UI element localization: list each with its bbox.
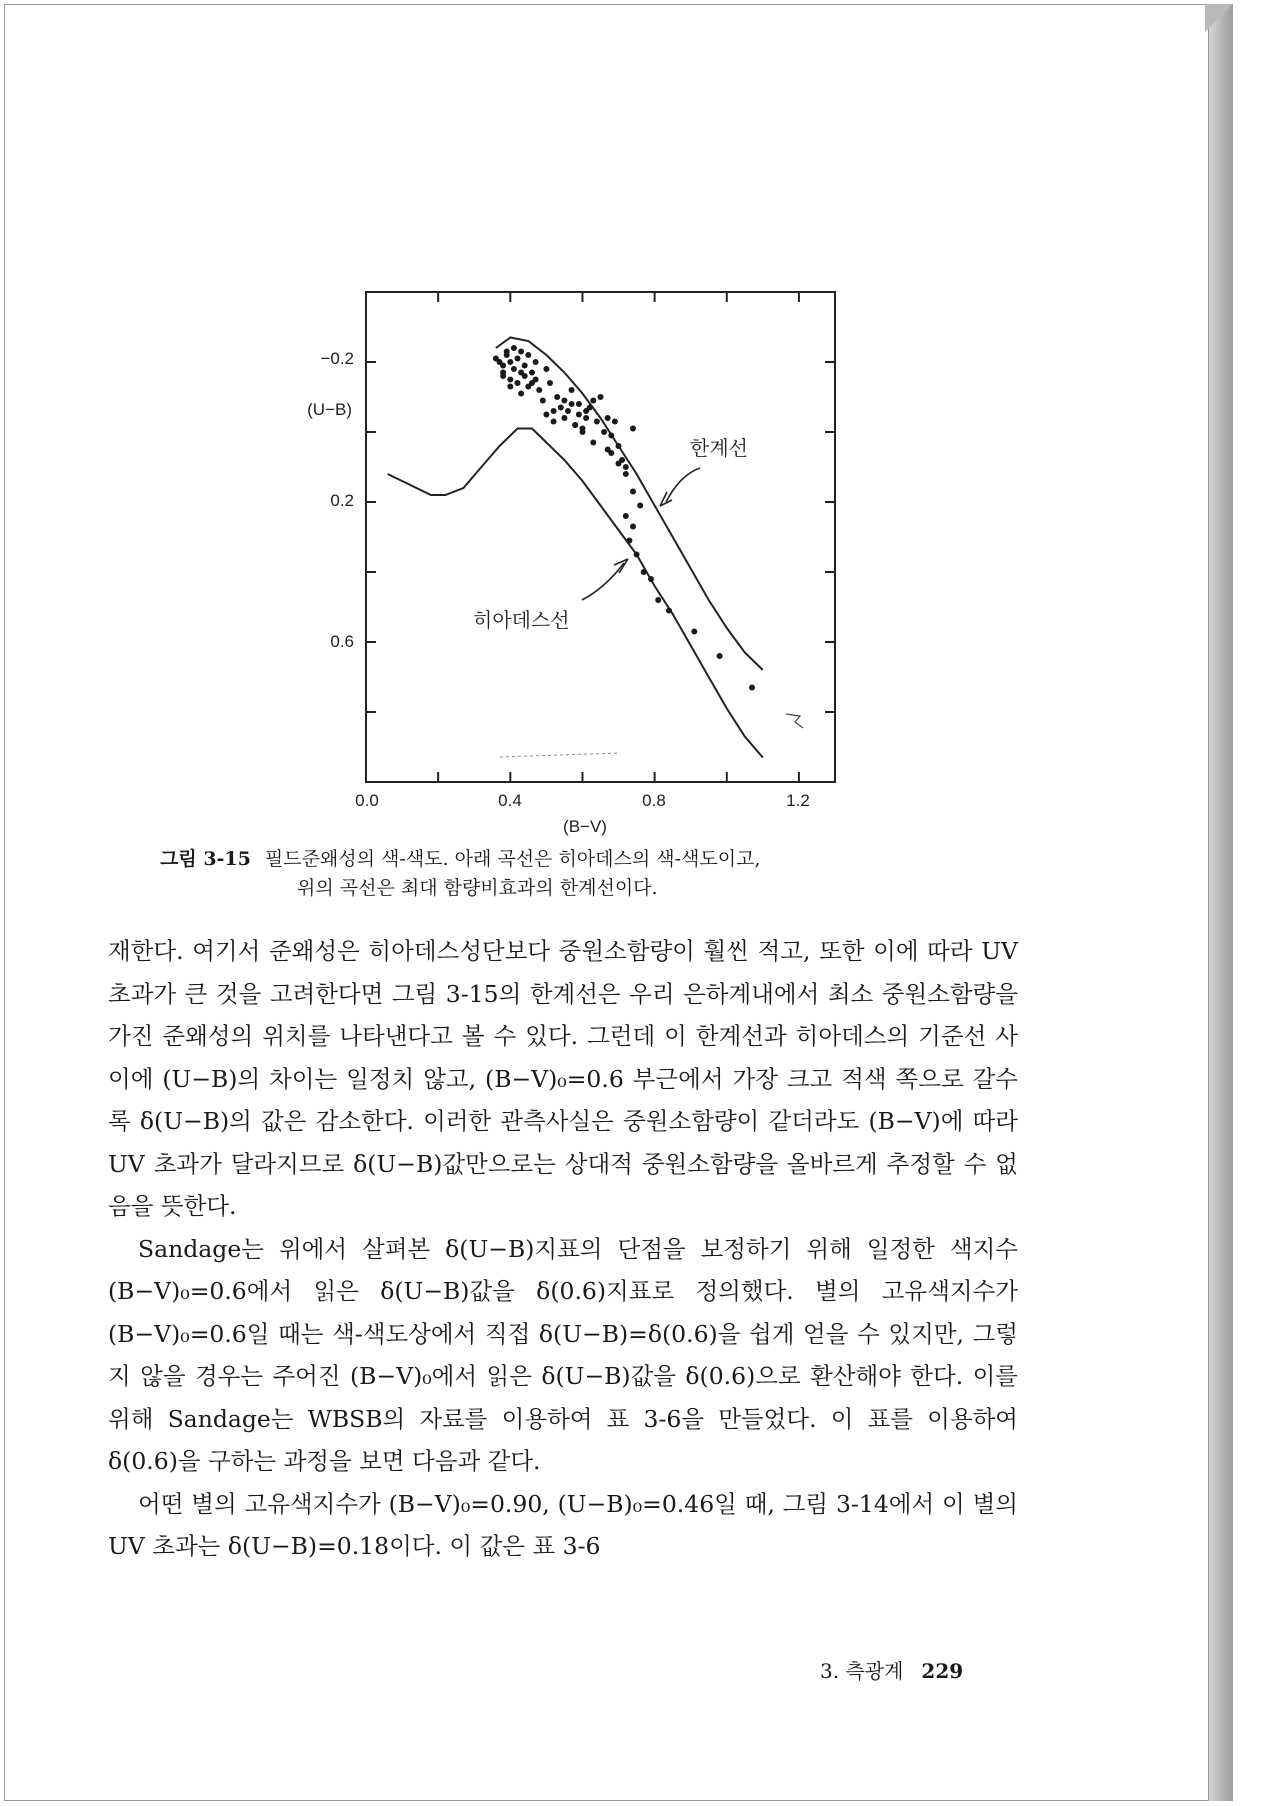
data-point <box>543 366 549 372</box>
data-point <box>500 363 506 369</box>
paragraph-1: 재한다. 여기서 준왜성은 히아데스성단보다 중원소함량이 훨씬 적고, 또한 이에 따라 UV 초과가 큰 것을 고려한다면 그림 3-15의 한계선은 우리 은하계내에서 최소 중원소함량을 가진 준왜성의 위치를 나타낸다고 볼 수 있다. 그런데 이 한계선과 히아데스의 기준선 사이에 (U−B)의 차이는 일정치 않고, (B−V)₀=0.6 부근에서 가장 크고 적색 쪽으로 갈수록 δ(U−B)의 값은 감소한다. 이러한 관측사실은 중원소함량이 같더라도 (B−V)에 따라 UV 초과가 달라지므로 δ(U−B)값만으로는 상대적 중원소함량을 올바르게 추정할 수 없음을 뜻한다. <box>108 937 1018 1220</box>
data-point <box>626 538 632 544</box>
data-point <box>691 629 697 635</box>
data-point <box>515 356 521 362</box>
data-point <box>558 405 564 411</box>
data-point <box>515 380 521 386</box>
paragraph-2: Sandage는 위에서 살펴본 δ(U−B)지표의 단점을 보정하기 위해 일정한 색지수 (B−V)₀=0.6에서 읽은 δ(U−B)값을 δ(0.6)지표로 정의했다. 별의 고유색지수가 (B−V)₀=0.6일 때는 색-색도상에서 직접 δ(U−B)=δ(0.6)을 쉽게 얻을 수 있지만, 그렇지 않을 경우는 주어진 (B−V)₀에서 읽은 δ(U−B)값을 δ(0.6)으로 환산해야 한다. 이를 위해 Sandage는 WBSB의 자료를 이용하여 표 3-6을 만들었다. 이 표를 이용하여 δ(0.6)을 구하는 과정을 보면 다음과 같다. <box>108 1234 1018 1475</box>
data-point <box>594 419 600 425</box>
data-point <box>623 471 629 477</box>
y-axis-label: (U−B) <box>307 400 352 419</box>
data-point <box>608 450 614 456</box>
data-point <box>666 608 672 614</box>
data-point <box>561 415 567 421</box>
data-point <box>522 363 528 369</box>
data-point <box>529 380 535 386</box>
data-point <box>511 366 517 372</box>
hyades-line-arrow <box>582 563 624 600</box>
y-tick-label-1: −0.2 <box>320 349 354 368</box>
data-point <box>634 552 640 558</box>
page-number: 229 <box>921 1659 964 1683</box>
x-tick-label-1: 0.0 <box>355 791 379 810</box>
footer-section: 3. 측광계 <box>820 1659 904 1683</box>
data-point <box>630 489 636 495</box>
data-point <box>601 429 607 435</box>
subdwarf-points <box>493 345 755 691</box>
data-point <box>623 513 629 519</box>
data-point <box>504 349 510 355</box>
data-point <box>493 356 499 362</box>
data-point <box>507 377 513 383</box>
limit-line-annotation: 한계선 <box>690 436 748 460</box>
data-point <box>623 464 629 470</box>
data-point <box>580 429 586 435</box>
data-point <box>605 415 611 421</box>
caption-line-1: 필드준왜성의 색-색도. 아래 곡선은 히아데스의 색-색도이고, <box>264 848 761 870</box>
data-point <box>576 412 582 418</box>
paragraph-3: 어떤 별의 고유색지수가 (B−V)₀=0.90, (U−B)₀=0.46일 때, 그림 3-14에서 이 별의 UV 초과는 δ(U−B)=0.18이다. 이 값은 표 3-6 <box>108 1489 1018 1560</box>
data-point <box>612 419 618 425</box>
caption-label: 그림 3-15 <box>160 848 251 870</box>
x-tick-label-2: 0.4 <box>498 791 522 810</box>
data-point <box>616 461 622 467</box>
data-point <box>569 387 575 393</box>
x-tick-label-3: 0.8 <box>642 791 666 810</box>
caption-line-2: 위의 곡선은 최대 함량비효과의 한계선이다. <box>297 877 658 899</box>
data-point <box>749 685 755 691</box>
axis-ticks <box>366 292 835 782</box>
x-tick-label-4: 1.2 <box>786 791 810 810</box>
y-tick-label-3: 0.6 <box>330 632 354 651</box>
limit-line-arrow <box>666 468 700 502</box>
data-point <box>655 597 661 603</box>
data-point <box>565 408 571 414</box>
data-point <box>630 524 636 530</box>
data-point <box>551 408 557 414</box>
data-point <box>637 503 643 509</box>
y-tick-label-2: 0.2 <box>330 491 354 510</box>
data-point <box>522 373 528 379</box>
data-point <box>576 401 582 407</box>
data-point <box>648 576 654 582</box>
data-point <box>540 398 546 404</box>
data-point <box>561 398 567 404</box>
data-point <box>507 384 513 390</box>
data-point <box>525 352 531 358</box>
page-footer <box>820 1655 963 1684</box>
data-point <box>590 440 596 446</box>
data-point <box>533 359 539 365</box>
data-point <box>500 370 506 376</box>
margin-mark <box>786 714 803 728</box>
data-point <box>551 419 557 425</box>
plot-frame <box>366 292 835 782</box>
data-point <box>583 415 589 421</box>
data-point <box>536 387 542 393</box>
page-corner <box>1205 4 1233 32</box>
data-point <box>543 412 549 418</box>
data-point <box>590 398 596 404</box>
data-point <box>616 443 622 449</box>
data-point <box>518 349 524 355</box>
data-point <box>547 380 553 386</box>
color-color-diagram <box>0 0 1205 840</box>
x-axis-label: (B−V) <box>563 817 607 836</box>
hyades-line-annotation: 히아데스선 <box>473 608 570 632</box>
data-point <box>554 394 560 400</box>
figure-caption <box>160 845 1060 903</box>
data-point <box>583 408 589 414</box>
data-point <box>641 569 647 575</box>
hyades-line-curve <box>388 429 763 758</box>
data-point <box>608 433 614 439</box>
data-point <box>717 653 723 659</box>
data-point <box>529 370 535 376</box>
data-point <box>569 401 575 407</box>
data-point <box>598 394 604 400</box>
data-point <box>630 426 636 432</box>
page-edge-shadow <box>1209 4 1233 1801</box>
body-text <box>108 930 1018 1568</box>
data-point <box>507 359 513 365</box>
data-point <box>518 391 524 397</box>
data-point <box>572 422 578 428</box>
data-point <box>511 345 517 351</box>
faint-dotted-line <box>500 753 620 757</box>
